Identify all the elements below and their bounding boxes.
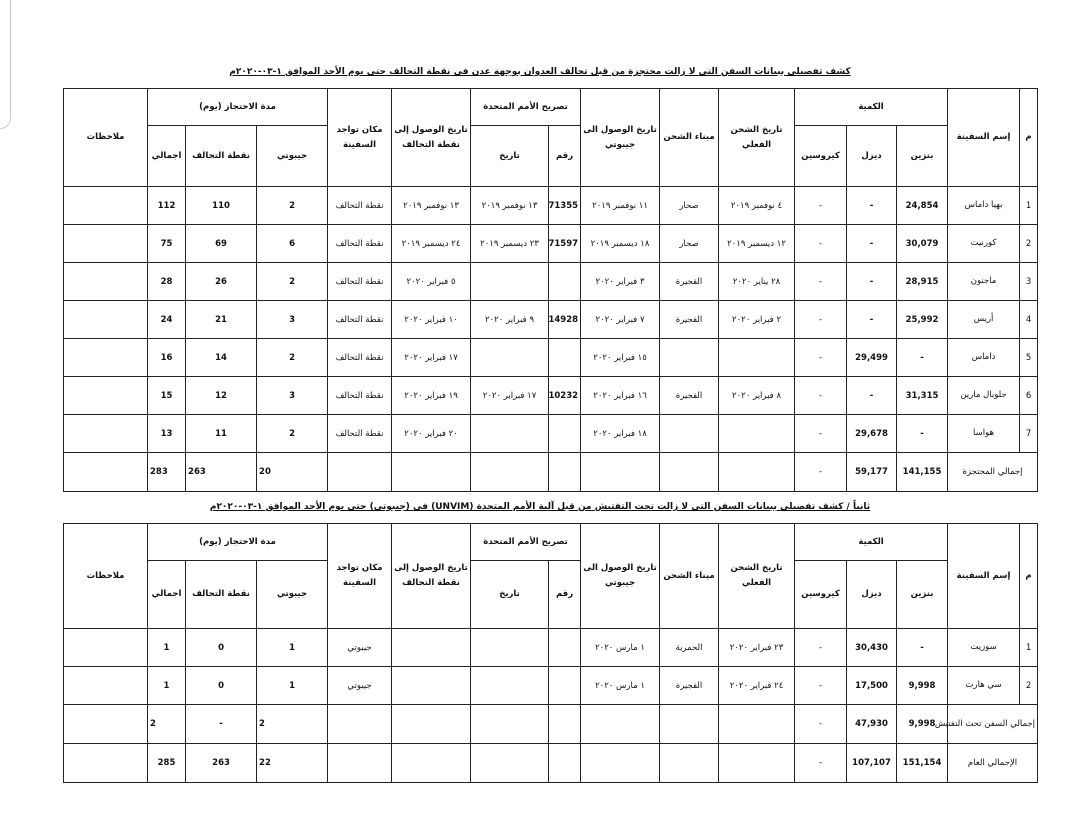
un-permit-number <box>549 415 581 453</box>
ship-location: جيبوتي <box>328 629 392 667</box>
un-permit-number: 71597 <box>549 225 581 263</box>
ship-name: كورنيت <box>948 225 1020 263</box>
petrol-qty: 9,998 <box>897 667 948 705</box>
header-ship-date: تاريخ الشحن الفعلي <box>719 89 795 187</box>
page-edge <box>0 0 11 129</box>
header-d-point: نقطة التحالف <box>186 126 257 187</box>
detention-point: 12 <box>186 377 257 415</box>
detention-total: 1 <box>148 629 186 667</box>
kerosene-qty: - <box>795 377 847 415</box>
header-ship: إسم السفينة <box>948 89 1020 187</box>
un-permit-date <box>471 629 549 667</box>
inspection-total-row <box>64 705 1038 744</box>
inspection-total-petrol: 9,998 <box>897 705 948 744</box>
row-number: 2 <box>1020 225 1038 263</box>
header-quantity: الكمية <box>795 89 948 126</box>
detention-total: 1 <box>148 667 186 705</box>
detention-total: 15 <box>148 377 186 415</box>
detention-point: 0 <box>186 629 257 667</box>
header-kerosene: كيروسين <box>795 561 847 629</box>
un-permit-date <box>471 339 549 377</box>
header-d-point: نقطة التحالف <box>186 561 257 629</box>
loading-port: صحار <box>660 187 719 225</box>
un-permit-number <box>549 667 581 705</box>
un-permit-date: ١٧ فبراير ٢٠٢٠ <box>471 377 549 415</box>
arrival-djibouti: ١٦ فبراير ٢٠٢٠ <box>581 377 660 415</box>
grand-total-label: الإجمالي العام <box>948 744 1038 783</box>
total-row <box>64 453 1038 492</box>
diesel-qty: 29,678 <box>847 415 897 453</box>
header-petrol: بنزين <box>897 126 948 187</box>
arrival-coalition-point <box>392 667 471 705</box>
arrival-djibouti: ١ مارس ٢٠٢٠ <box>581 667 660 705</box>
detention-point: 69 <box>186 225 257 263</box>
inspection-total-d-total: 2 <box>148 705 186 744</box>
grand-total-diesel: 107,107 <box>847 744 897 783</box>
header-d-total: اجمالي <box>148 126 186 187</box>
header-diesel: ديزل <box>847 126 897 187</box>
notes <box>64 301 148 339</box>
inspection-total-d-djibouti: 2 <box>257 705 328 744</box>
petrol-qty: 31,315 <box>897 377 948 415</box>
detention-djibouti: 6 <box>257 225 328 263</box>
petrol-qty: - <box>897 629 948 667</box>
detention-total: 75 <box>148 225 186 263</box>
notes <box>64 225 148 263</box>
kerosene-qty: - <box>795 415 847 453</box>
ship-name: ماجنون <box>948 263 1020 301</box>
arrival-djibouti: ١ مارس ٢٠٢٠ <box>581 629 660 667</box>
arrival-coalition-point <box>392 629 471 667</box>
loading-port: الحمرية <box>660 629 719 667</box>
un-permit-date: ٩ فبراير ٢٠٢٠ <box>471 301 549 339</box>
arrival-djibouti: ٧ فبراير ٢٠٢٠ <box>581 301 660 339</box>
header-notes: ملاحظات <box>64 524 148 629</box>
table2-body <box>64 629 1038 783</box>
un-permit-number: 14928 <box>549 301 581 339</box>
row-number: 1 <box>1020 629 1038 667</box>
ship-location: جيبوتي <box>328 667 392 705</box>
detention-djibouti: 2 <box>257 339 328 377</box>
un-permit-date <box>471 667 549 705</box>
arrival-coalition-point: ٥ فبراير ٢٠٢٠ <box>392 263 471 301</box>
row-number: 1 <box>1020 187 1038 225</box>
ship-name: داماس <box>948 339 1020 377</box>
header-un-no: رقم <box>549 126 581 187</box>
diesel-qty: 29,499 <box>847 339 897 377</box>
arrival-djibouti: ١١ نوفمبر ٢٠١٩ <box>581 187 660 225</box>
header-un-clearance: تصريح الأمم المتحدة <box>471 524 581 561</box>
diesel-qty: - <box>847 377 897 415</box>
row-number: 5 <box>1020 339 1038 377</box>
arrival-coalition-point: ٢٤ ديسمبر ٢٠١٩ <box>392 225 471 263</box>
arrival-coalition-point: ٢٠ فبراير ٢٠٢٠ <box>392 415 471 453</box>
diesel-qty: - <box>847 225 897 263</box>
grand-total-row <box>64 744 1038 783</box>
detention-djibouti: 1 <box>257 629 328 667</box>
header-arrival-djibouti: تاريخ الوصول الى جيبوتي <box>581 524 660 629</box>
ship-name: أريس <box>948 301 1020 339</box>
petrol-qty: 24,854 <box>897 187 948 225</box>
ship-date: ٢ فبراير ٢٠٢٠ <box>719 301 795 339</box>
detention-djibouti: 3 <box>257 301 328 339</box>
detention-djibouti: 2 <box>257 187 328 225</box>
petrol-qty: 25,992 <box>897 301 948 339</box>
detention-total: 16 <box>148 339 186 377</box>
header-un-date: تاريخ <box>471 561 549 629</box>
grand-total-petrol: 151,154 <box>897 744 948 783</box>
header-no: م <box>1020 89 1038 187</box>
total-kerosene: - <box>795 453 847 492</box>
diesel-qty: - <box>847 301 897 339</box>
detention-djibouti: 3 <box>257 377 328 415</box>
un-permit-date <box>471 263 549 301</box>
notes <box>64 667 148 705</box>
loading-port: الفجيرة <box>660 667 719 705</box>
header-quantity: الكمية <box>795 524 948 561</box>
table-row <box>64 667 1038 705</box>
header-port: ميناء الشحن <box>660 89 719 187</box>
detention-point: 0 <box>186 667 257 705</box>
un-permit-date <box>471 415 549 453</box>
ship-date <box>719 339 795 377</box>
header-d-djibouti: جيبوتي <box>257 561 328 629</box>
detention-total: 13 <box>148 415 186 453</box>
table-row <box>64 187 1038 225</box>
header-location: مكان تواجد السفينة <box>328 524 392 629</box>
ship-name: جلوبال مارين <box>948 377 1020 415</box>
grand-total-kerosene: - <box>795 744 847 783</box>
header-no: م <box>1020 524 1038 629</box>
un-permit-date: ١٣ نوفمبر ٢٠١٩ <box>471 187 549 225</box>
un-permit-number: 10232 <box>549 377 581 415</box>
header-port: ميناء الشحن <box>660 524 719 629</box>
table-row <box>64 629 1038 667</box>
detention-total: 28 <box>148 263 186 301</box>
ship-location: نقطة التحالف <box>328 415 392 453</box>
diesel-qty: - <box>847 187 897 225</box>
ship-location: نقطة التحالف <box>328 377 392 415</box>
arrival-djibouti: ٣ فبراير ٢٠٢٠ <box>581 263 660 301</box>
kerosene-qty: - <box>795 339 847 377</box>
header-ship: إسم السفينة <box>948 524 1020 629</box>
ship-location: نقطة التحالف <box>328 187 392 225</box>
ship-location: نقطة التحالف <box>328 301 392 339</box>
table-row <box>64 263 1038 301</box>
total-label: إجمالي المحتجزة <box>948 453 1038 492</box>
row-number: 2 <box>1020 667 1038 705</box>
diesel-qty: 30,430 <box>847 629 897 667</box>
header-kerosene: كيروسين <box>795 126 847 187</box>
kerosene-qty: - <box>795 301 847 339</box>
total-petrol: 141,155 <box>897 453 948 492</box>
table-row <box>64 339 1038 377</box>
total-diesel: 59,177 <box>847 453 897 492</box>
notes <box>64 339 148 377</box>
inspection-total-label: إجمالي السفن تحت التفتيش <box>948 705 1038 744</box>
petrol-qty: 30,079 <box>897 225 948 263</box>
detained-ships-table <box>63 88 1038 492</box>
header-d-total: اجمالي <box>148 561 186 629</box>
arrival-djibouti: ١٨ فبراير ٢٠٢٠ <box>581 415 660 453</box>
section2-title: ثانياً / كشف تفصيلي ببيانات السفن التي لا زالت تحت التفتيش من قبل آلية الأمم المتحدة (UNVIM) في (جيبوتي) حتى يوم الأحد الموافق ١-٠٣-٢٠٢٠م <box>209 502 871 512</box>
ship-date: ١٢ ديسمبر ٢٠١٩ <box>719 225 795 263</box>
table-row <box>64 225 1038 263</box>
ship-date: ٤ نوفمبر ٢٠١٩ <box>719 187 795 225</box>
header-detention: مدة الاحتجاز (يوم) <box>148 89 328 126</box>
grand-total-d-total: 285 <box>148 744 186 783</box>
header-arrival-djibouti: تاريخ الوصول الى جيبوتي <box>581 89 660 187</box>
diesel-qty: - <box>847 263 897 301</box>
total-d-point: 263 <box>186 453 257 492</box>
kerosene-qty: - <box>795 187 847 225</box>
loading-port <box>660 415 719 453</box>
loading-port: الفجيرة <box>660 263 719 301</box>
header-un-clearance: تصريح الأمم المتحدة <box>471 89 581 126</box>
ship-location: نقطة التحالف <box>328 339 392 377</box>
detention-djibouti: 2 <box>257 415 328 453</box>
header-un-date: تاريخ <box>471 126 549 187</box>
inspection-total-diesel: 47,930 <box>847 705 897 744</box>
table-row <box>64 301 1038 339</box>
ship-name: بهيا داماس <box>948 187 1020 225</box>
header-petrol: بنزين <box>897 561 948 629</box>
inspection-total-kerosene: - <box>795 705 847 744</box>
header-detention: مدة الاحتجاز (يوم) <box>148 524 328 561</box>
ship-date: ٢٤ فبراير ٢٠٢٠ <box>719 667 795 705</box>
row-number: 7 <box>1020 415 1038 453</box>
ship-date: ٢٣ فبراير ٢٠٢٠ <box>719 629 795 667</box>
ship-location: نقطة التحالف <box>328 225 392 263</box>
row-number: 4 <box>1020 301 1038 339</box>
detention-djibouti: 1 <box>257 667 328 705</box>
table-row <box>64 377 1038 415</box>
header-arrival-point: تاريخ الوصول إلى نقطة التحالف <box>392 89 471 187</box>
kerosene-qty: - <box>795 667 847 705</box>
petrol-qty: - <box>897 415 948 453</box>
un-permit-number <box>549 629 581 667</box>
arrival-djibouti: ١٨ ديسمبر ٢٠١٩ <box>581 225 660 263</box>
arrival-coalition-point: ١٩ فبراير ٢٠٢٠ <box>392 377 471 415</box>
ship-name: سي هارت <box>948 667 1020 705</box>
grand-total-d-point: 263 <box>186 744 257 783</box>
row-number: 6 <box>1020 377 1038 415</box>
inspection-total-d-point: - <box>186 705 257 744</box>
ship-date: ٨ فبراير ٢٠٢٠ <box>719 377 795 415</box>
diesel-qty: 17,500 <box>847 667 897 705</box>
detention-point: 26 <box>186 263 257 301</box>
section1-title: كشف تفصيلي ببيانات السفن التي لا زالت محتجزة من قبل تحالف العدوان بوجهة عدن في نقطة التحالف حتى يوم الأحد الموافق ١-٠٣-٢٠٢٠م <box>229 67 851 77</box>
header-ship-date: تاريخ الشحن الفعلي <box>719 524 795 629</box>
grand-total-d-djibouti: 22 <box>257 744 328 783</box>
detention-point: 14 <box>186 339 257 377</box>
notes <box>64 629 148 667</box>
detention-djibouti: 2 <box>257 263 328 301</box>
kerosene-qty: - <box>795 225 847 263</box>
notes <box>64 415 148 453</box>
notes <box>64 377 148 415</box>
header-d-djibouti: جيبوتي <box>257 126 328 187</box>
ship-name: هواسا <box>948 415 1020 453</box>
table1-body <box>64 187 1038 492</box>
ship-location: نقطة التحالف <box>328 263 392 301</box>
ship-date: ٢٨ يناير ٢٠٢٠ <box>719 263 795 301</box>
loading-port: صحار <box>660 225 719 263</box>
detention-total: 112 <box>148 187 186 225</box>
petrol-qty: - <box>897 339 948 377</box>
header-diesel: ديزل <box>847 561 897 629</box>
total-d-total: 283 <box>148 453 186 492</box>
header-location: مكان تواجد السفينة <box>328 89 392 187</box>
petrol-qty: 28,915 <box>897 263 948 301</box>
table-row <box>64 415 1038 453</box>
ship-date <box>719 415 795 453</box>
loading-port: الفجيرة <box>660 301 719 339</box>
arrival-coalition-point: ١٠ فبراير ٢٠٢٠ <box>392 301 471 339</box>
header-un-no: رقم <box>549 561 581 629</box>
arrival-coalition-point: ١٣ نوفمبر ٢٠١٩ <box>392 187 471 225</box>
header-arrival-point: تاريخ الوصول إلى نقطة التحالف <box>392 524 471 629</box>
kerosene-qty: - <box>795 629 847 667</box>
un-permit-number: 71355 <box>549 187 581 225</box>
arrival-coalition-point: ١٧ فبراير ٢٠٢٠ <box>392 339 471 377</box>
kerosene-qty: - <box>795 263 847 301</box>
inspection-ships-table <box>63 523 1038 783</box>
un-permit-date: ٢٣ ديسمبر ٢٠١٩ <box>471 225 549 263</box>
loading-port <box>660 339 719 377</box>
detention-point: 110 <box>186 187 257 225</box>
total-d-djibouti: 20 <box>257 453 328 492</box>
notes <box>64 187 148 225</box>
un-permit-number <box>549 339 581 377</box>
header-notes: ملاحظات <box>64 89 148 187</box>
loading-port: الفجيرة <box>660 377 719 415</box>
detention-total: 24 <box>148 301 186 339</box>
un-permit-number <box>549 263 581 301</box>
detention-point: 21 <box>186 301 257 339</box>
ship-name: سوزيت <box>948 629 1020 667</box>
detention-point: 11 <box>186 415 257 453</box>
arrival-djibouti: ١٥ فبراير ٢٠٢٠ <box>581 339 660 377</box>
notes <box>64 263 148 301</box>
row-number: 3 <box>1020 263 1038 301</box>
